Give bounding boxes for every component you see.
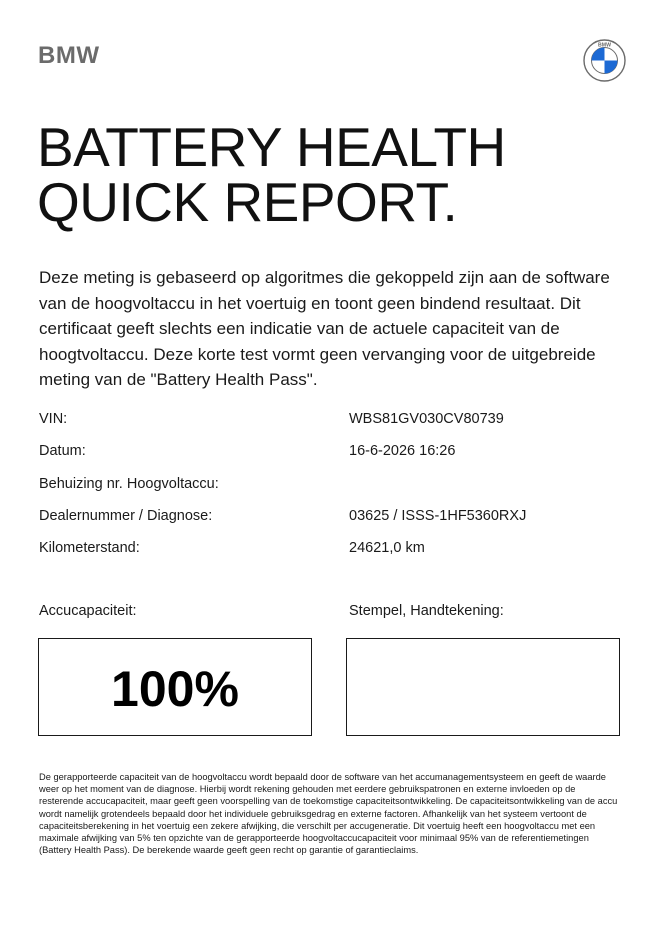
field-label: Dealernummer / Diagnose: (39, 508, 213, 524)
svg-text:BMW: BMW (598, 42, 611, 49)
page-title (37, 116, 506, 233)
field-label: Behuizing nr. Hoogvoltaccu: (39, 476, 219, 492)
title-line-2: QUICK REPORT. (37, 171, 458, 233)
field-label: Kilometerstand: (39, 540, 140, 556)
brand-wordmark: BMW (38, 42, 100, 69)
disclaimer-text: De gerapporteerde capaciteit van de hoogvoltaccu wordt bepaald door de software van het accumanagementsysteem en geeft de waarde weer op het moment van de diagnose. Hierbij wordt rekening gehouden met eerdere gebruikspatronen en externe invloeden op de resterende accucapaciteit, maar geeft geen voorspelling van de toekomstige capaciteitsontwikkeling. De capaciteitsontwikkeling van de accu wordt namelijk grotendeels bepaald door het individuele gebruiksgedrag en externe factoren. Afhankelijk van het systeem vertoont de capaciteitsberekening in het voertuig een zekere afwijking, die verschilt per accugeneratie. Dit voertuig heeft een hoogvoltaccu met een maximale afwijking van 5% ten opzichte van de gerapporteerde hoogvoltaccucapaciteit voor minimaal 95% van de referentiemetingen (Battery Health Pass). De berekende waarde geeft geen recht op garantie of garantieclaims. (39, 772, 618, 856)
stamp-label: Stempel, Handtekening: (349, 603, 504, 619)
field-value: 24621,0 km (349, 540, 425, 556)
capacity-box (38, 638, 312, 736)
intro-paragraph: Deze meting is gebaseerd op algoritmes die gekoppeld zijn aan de software van de hoogvoltaccu in het voertuig en toont geen bindend resultaat. Dit certificaat geeft slechts een indicatie van de actuele capaciteit van de hoogtvoltaccu. Deze korte test vormt geen vervanging voor de uitgebreide meting van de "Battery Health Pass". (39, 268, 610, 389)
capacity-label: Accucapaciteit: (39, 603, 137, 619)
field-value: 16-6-2026 16:26 (349, 443, 456, 459)
capacity-value: 100% (111, 661, 239, 717)
field-value: 03625 / ISSS-1HF5360RXJ (349, 508, 527, 524)
bmw-roundel-icon (583, 39, 626, 82)
field-label: VIN: (39, 411, 68, 427)
title-line-1: BATTERY HEALTH (37, 116, 506, 178)
field-label: Datum: (39, 443, 86, 459)
stamp-signature-box (346, 638, 620, 736)
field-value: WBS81GV030CV80739 (349, 411, 504, 427)
